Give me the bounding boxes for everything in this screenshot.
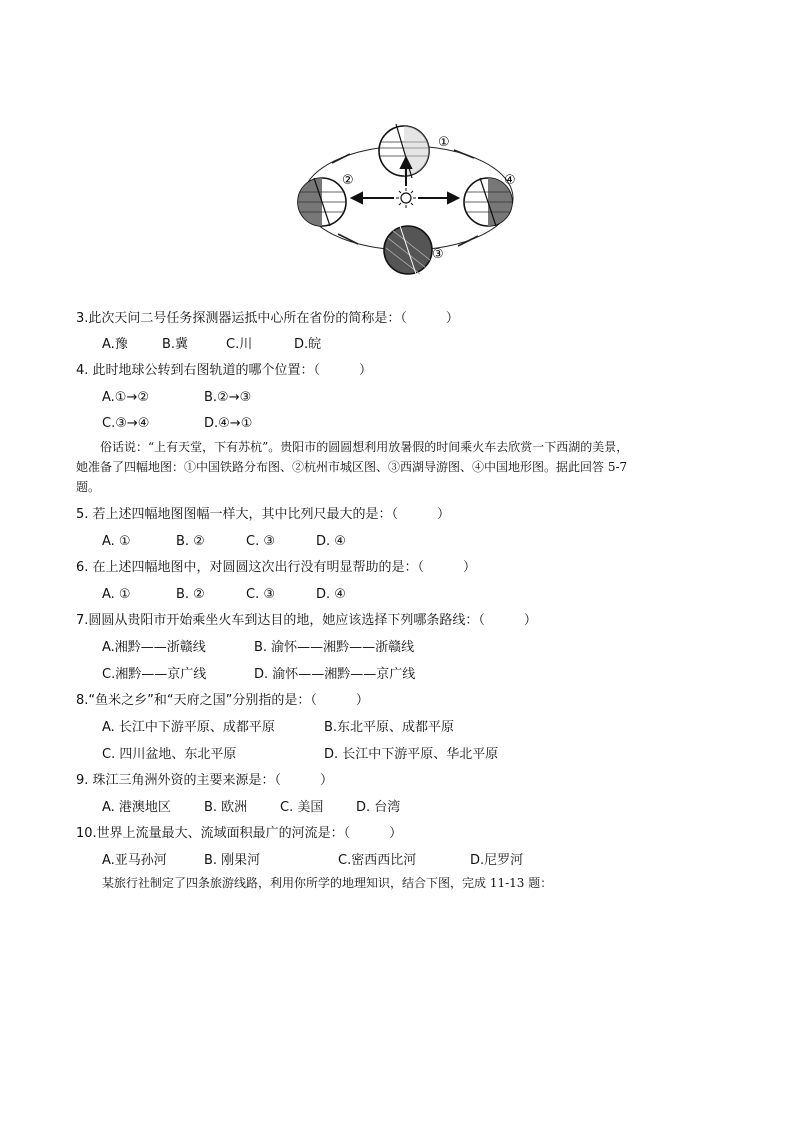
q3-option-d[interactable]: D.皖	[294, 337, 322, 352]
earth-position-2	[298, 178, 346, 226]
q6-option-a[interactable]: A. ①	[102, 587, 131, 602]
orbit-arrow-bottom-right	[458, 236, 478, 246]
reading-passage-2: 某旅行社制定了四条旅游线路，利用你所学的地理知识，结合下图，完成 11-13 题：	[102, 876, 553, 890]
q5-option-c[interactable]: C. ③	[246, 534, 275, 549]
q8-option-a[interactable]: A. 长江中下游平原、成都平原	[102, 720, 275, 735]
q7-option-a[interactable]: A.湘黔——浙赣线	[102, 640, 206, 655]
question-7-stem: 7.圆圆从贵阳市开始乘坐火车到达目的地，她应该选择下列哪条路线：（ ）	[76, 613, 537, 628]
orbit-arrow-top-left	[332, 154, 350, 163]
q8-option-d[interactable]: D. 长江中下游平原、华北平原	[324, 747, 499, 762]
position-label-1: ①	[438, 135, 450, 150]
q10-option-d[interactable]: D.尼罗河	[470, 853, 524, 868]
question-9-stem: 9. 珠江三角洲外资的主要来源是：（ ）	[76, 773, 334, 788]
q5-option-a[interactable]: A. ①	[102, 534, 131, 549]
q5-option-d[interactable]: D. ④	[316, 534, 346, 549]
orbit-arrow-top-right	[454, 150, 474, 158]
position-label-2: ②	[342, 173, 354, 188]
question-5-stem: 5. 若上述四幅地图图幅一样大，其中比列尺最大的是：（ ）	[76, 507, 451, 522]
q9-option-c[interactable]: C. 美国	[280, 800, 324, 815]
passage-1-line-1: 俗话说：“上有天堂，下有苏杭”。贵阳市的圆圆想利用放暑假的时间乘火车去欣赏一下西湖的美景，	[100, 440, 629, 454]
q4-option-d[interactable]: D.④→①	[204, 416, 253, 431]
orbit-arrow-bottom-left	[338, 234, 358, 244]
reading-passage-1	[76, 437, 736, 497]
q3-option-b[interactable]: B.冀	[162, 337, 189, 352]
question-6-stem: 6. 在上述四幅地图中，对圆圆这次出行没有明显帮助的是：（ ）	[76, 560, 477, 575]
q4-option-b[interactable]: B.②→③	[204, 390, 252, 405]
q7-option-b[interactable]: B. 渝怀——湘黔——浙赣线	[254, 640, 415, 655]
position-label-4: ④	[504, 173, 516, 188]
earth-orbit-diagram	[292, 118, 524, 278]
q10-option-a[interactable]: A.亚马孙河	[102, 853, 167, 868]
earth-position-3	[384, 226, 432, 274]
question-8-stem: 8.“鱼米之乡”和“天府之国”分别指的是：（ ）	[76, 693, 369, 708]
q6-option-d[interactable]: D. ④	[316, 587, 346, 602]
q8-option-c[interactable]: C. 四川盆地、东北平原	[102, 747, 237, 762]
q3-option-c[interactable]: C.川	[226, 337, 253, 352]
q6-option-b[interactable]: B. ②	[176, 587, 205, 602]
q7-option-c[interactable]: C.湘黔——京广线	[102, 667, 207, 682]
q9-option-d[interactable]: D. 台湾	[356, 800, 401, 815]
question-4-stem: 4. 此时地球公转到右图轨道的哪个位置：（ ）	[76, 363, 373, 378]
passage-1-line-2: 她准备了四幅地图：①中国铁路分布图、②杭州市城区图、③西湖导游图、④中国地形图。据此回答 5-7	[76, 460, 628, 474]
q10-option-c[interactable]: C.密西西比河	[338, 853, 417, 868]
position-label-3: ③	[432, 247, 444, 262]
q5-option-b[interactable]: B. ②	[176, 534, 205, 549]
question-10-stem: 10.世界上流量最大、流域面积最广的河流是：（ ）	[76, 826, 403, 841]
q4-option-c[interactable]: C.③→④	[102, 416, 150, 431]
q6-option-c[interactable]: C. ③	[246, 587, 275, 602]
q4-option-a[interactable]: A.①→②	[102, 390, 149, 405]
q9-option-a[interactable]: A. 港澳地区	[102, 800, 171, 815]
q8-option-b[interactable]: B.东北平原、成都平原	[324, 720, 455, 735]
q10-option-b[interactable]: B. 刚果河	[204, 853, 261, 868]
q3-option-a[interactable]: A.豫	[102, 337, 128, 352]
earth-position-1	[379, 124, 429, 178]
passage-1-line-3: 题。	[76, 480, 101, 494]
q9-option-b[interactable]: B. 欧洲	[204, 800, 248, 815]
q7-option-d[interactable]: D. 渝怀——湘黔——京广线	[254, 667, 416, 682]
question-3-stem: 3.此次天问二号任务探测器运抵中心所在省份的简称是：（ ）	[76, 311, 459, 326]
sun-icon	[396, 188, 416, 208]
